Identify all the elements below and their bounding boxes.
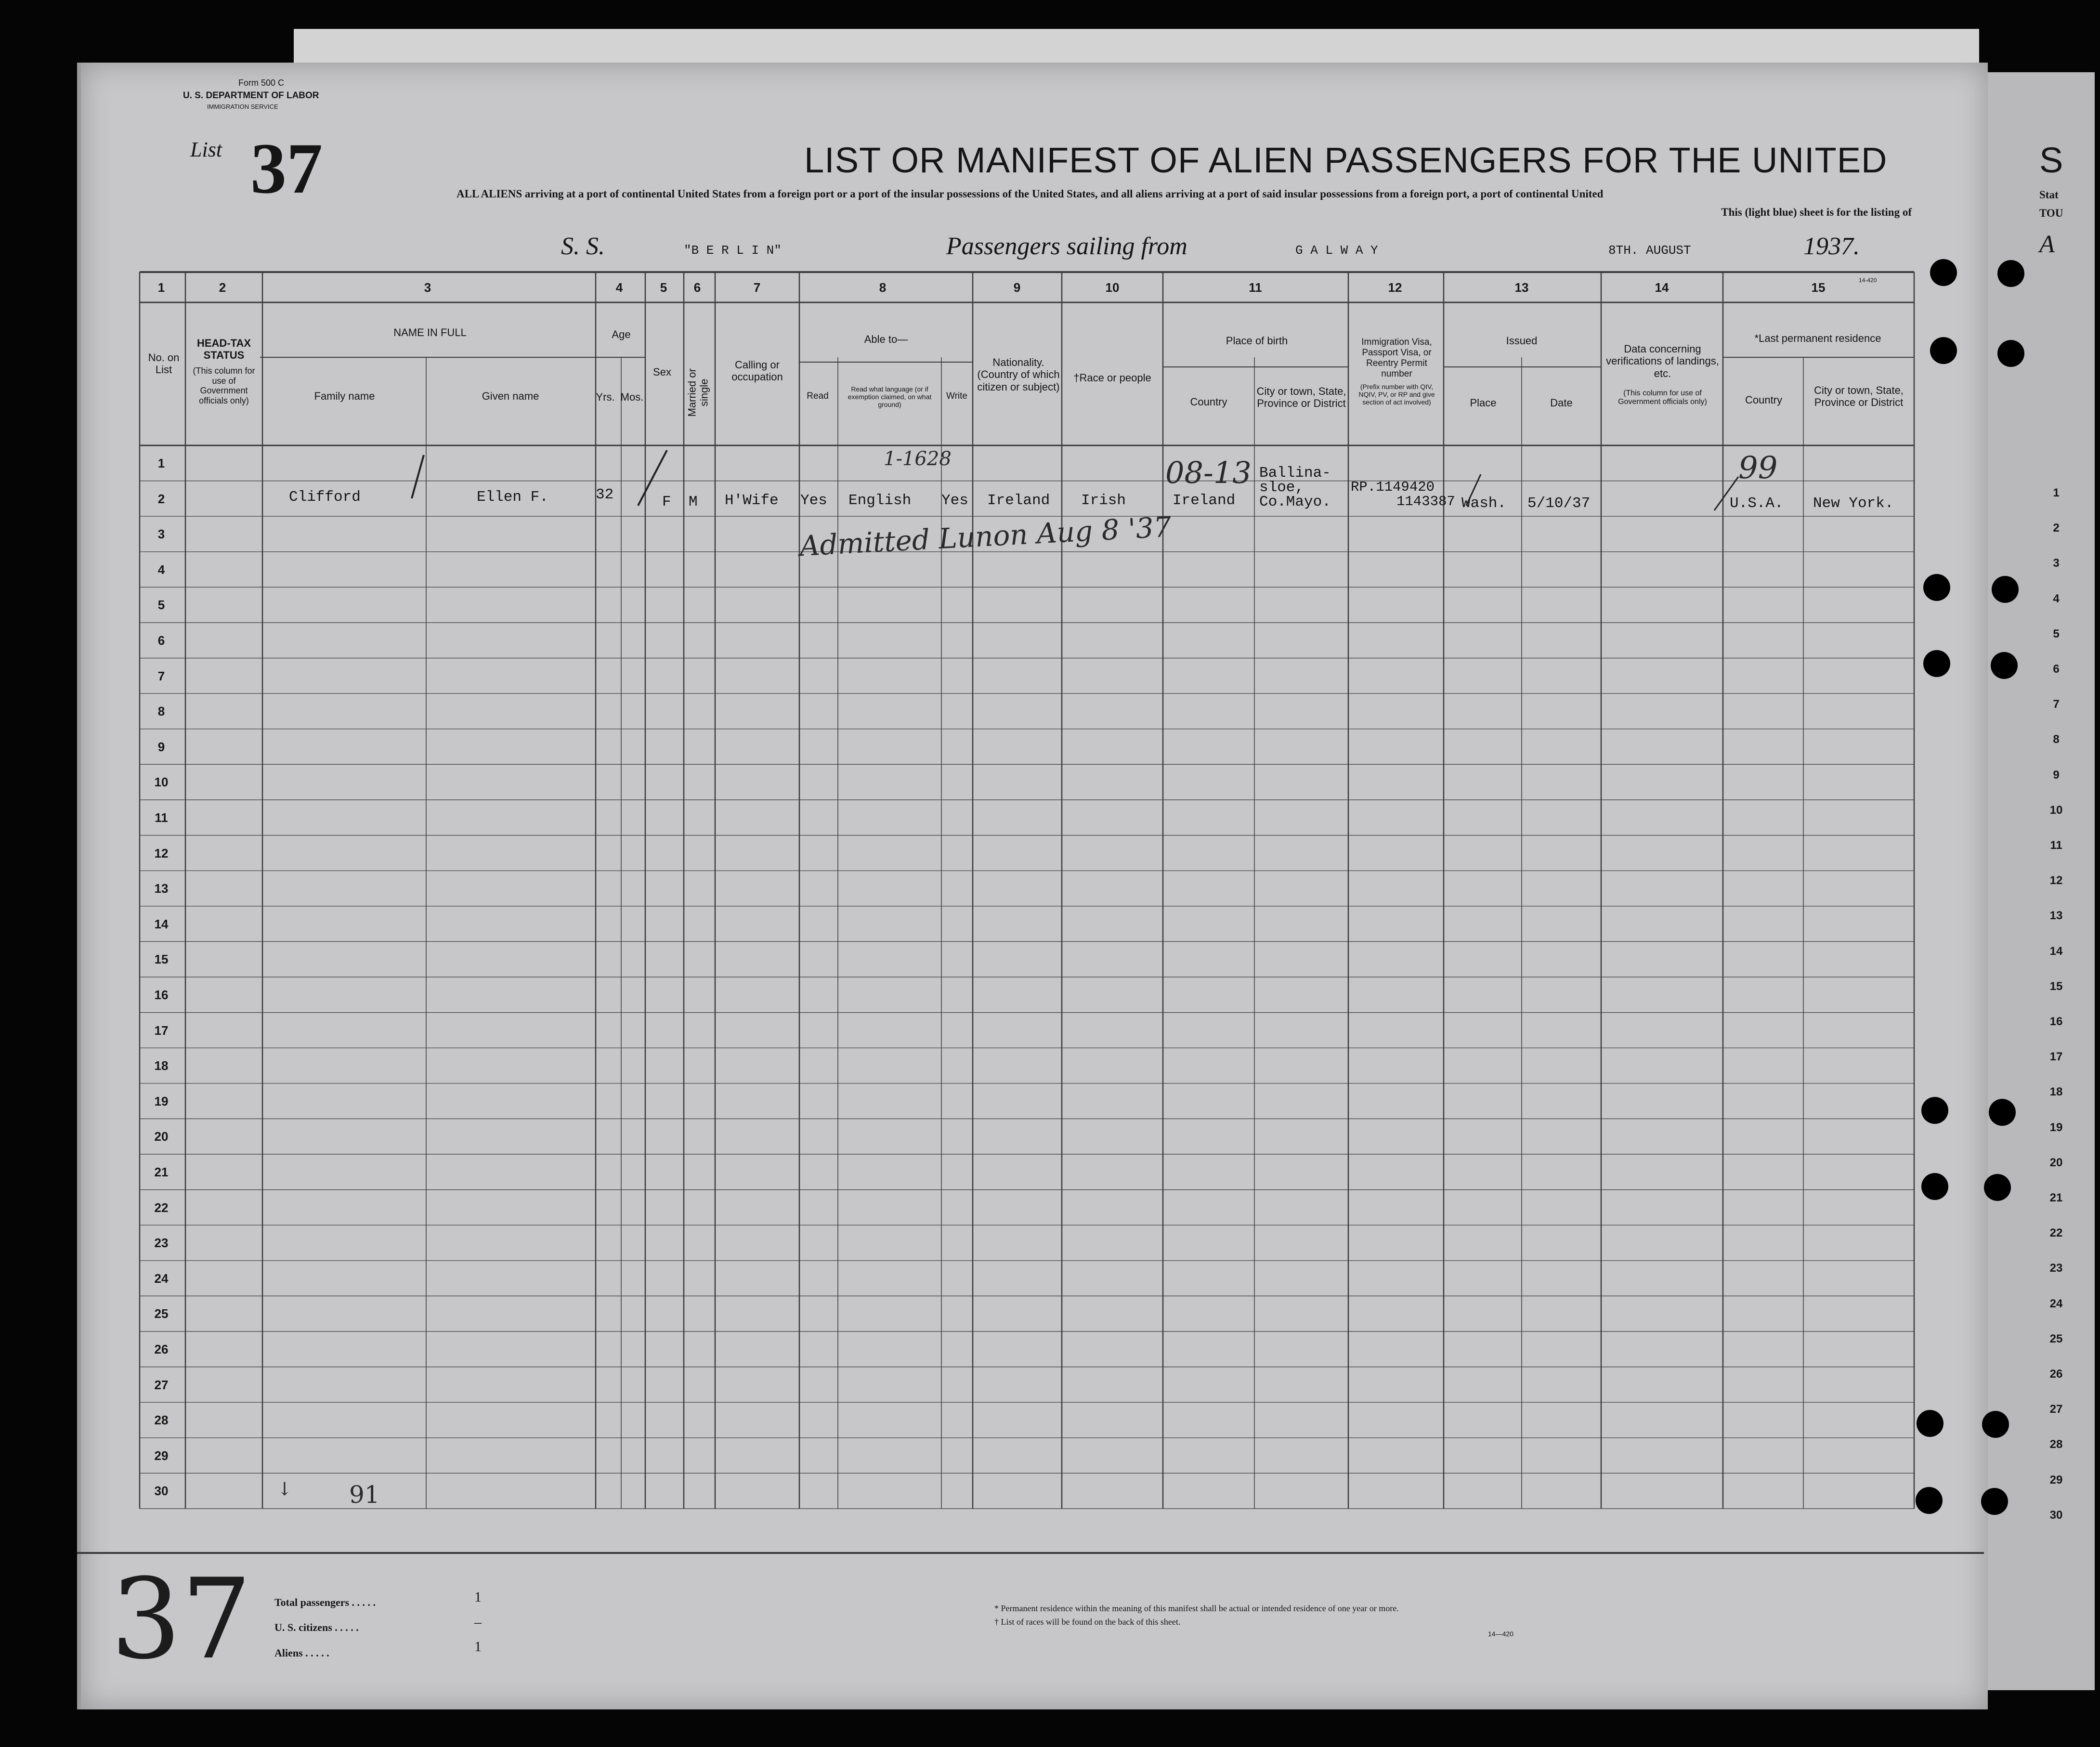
header-family-name: Family name xyxy=(314,390,375,402)
header-visa: Immigration Visa, Passport Visa, or Reentry Permit number xyxy=(1361,337,1432,379)
entry-occupation: H'Wife xyxy=(725,492,779,509)
next-page-row-number: 15 xyxy=(2049,979,2063,993)
total-passengers-label: Total passengers . . . . . xyxy=(274,1596,376,1608)
header-married: Married or single xyxy=(686,368,710,417)
department: U. S. DEPARTMENT OF LABOR xyxy=(183,91,319,101)
sailing-label: Passengers sailing from xyxy=(946,233,1187,260)
row-number: 9 xyxy=(157,739,165,754)
punch-hole xyxy=(1923,574,1950,601)
next-page-row-number: 21 xyxy=(2049,1191,2063,1204)
entry-language: English xyxy=(848,492,912,509)
row-number: 13 xyxy=(154,881,169,896)
punch-hole xyxy=(1916,1487,1943,1514)
punch-hole xyxy=(1997,260,2024,287)
next-page-row-number: 2 xyxy=(2053,521,2060,535)
column-number: 5 xyxy=(660,280,667,295)
column-number: 4 xyxy=(615,280,623,295)
entry-issued-place: Wash. xyxy=(1461,495,1507,512)
column-number: 7 xyxy=(753,280,761,295)
header-nationality: Nationality. (Country of which citizen or subject) xyxy=(977,356,1060,393)
service: IMMIGRATION SERVICE xyxy=(207,103,278,110)
row-number: 18 xyxy=(154,1058,169,1073)
punch-hole xyxy=(1930,337,1957,364)
next-page-title: S xyxy=(2039,140,2063,180)
row-number: 24 xyxy=(154,1271,169,1286)
punch-hole xyxy=(1923,650,1950,677)
next-page-row-number: 28 xyxy=(2049,1438,2063,1451)
header-birth-city: City or town, State, Province or District xyxy=(1256,385,1346,410)
row-number: 15 xyxy=(154,952,169,967)
ss-label: S. S. xyxy=(561,233,605,260)
row-number: 22 xyxy=(154,1200,169,1215)
row-number: 16 xyxy=(154,988,169,1002)
entry-given-name: Ellen F. xyxy=(477,489,548,506)
next-page-row-number: 18 xyxy=(2049,1085,2063,1099)
header-head-tax: HEAD-TAX STATUS xyxy=(196,337,251,362)
punch-hole xyxy=(1917,1410,1943,1437)
entry-nationality: Ireland xyxy=(987,492,1050,509)
next-page-row-number: 12 xyxy=(2049,874,2063,887)
row-number: 26 xyxy=(154,1342,169,1356)
header-visa-note: (Prefix number with QIV, NQIV, PV, or RP and give section of act involved) xyxy=(1358,383,1435,406)
column-number: 15 xyxy=(1811,280,1826,295)
next-page-line-1: Stat xyxy=(2039,189,2059,201)
header-place-of-birth: Place of birth xyxy=(1226,335,1288,347)
form-number: Form 500 C xyxy=(238,78,285,88)
header-age-mos: Mos. xyxy=(620,391,644,403)
row-number: 6 xyxy=(157,633,165,648)
entry-birth-country: Ireland xyxy=(1173,492,1236,509)
entry-birth-city-1: Ballina- xyxy=(1259,465,1331,482)
departure-port: G A L W A Y xyxy=(1295,243,1378,258)
next-page-row-number: 24 xyxy=(2049,1297,2063,1310)
row-number: 14 xyxy=(154,916,169,931)
header-head-tax-note: (This column for use of Government officials only) xyxy=(193,366,255,406)
hand-language-code: 1-1628 xyxy=(884,448,952,470)
punch-hole xyxy=(1989,1099,2016,1126)
row-number: 10 xyxy=(154,775,169,790)
punch-hole xyxy=(1930,259,1957,286)
header-race: †Race or people xyxy=(1073,372,1151,384)
next-page-row-number: 7 xyxy=(2053,698,2060,711)
next-page-row-number: 25 xyxy=(2049,1332,2063,1345)
header-residence-city: City or town, State, Province or District xyxy=(1814,384,1904,409)
entry-visa-1: RP.1149420 xyxy=(1351,479,1435,495)
column-number: 9 xyxy=(1013,280,1021,295)
footnote-races: † List of races will be found on the back of this sheet. xyxy=(994,1617,1181,1627)
header-read: Read xyxy=(807,391,829,401)
admission-signature: Admitted Lunon Aug 8 '37 xyxy=(798,510,1173,563)
row-number: 19 xyxy=(154,1094,169,1108)
header-read-language: Read what language (or if exemption claimed, on what ground) xyxy=(848,385,932,409)
row-number: 25 xyxy=(154,1306,169,1321)
next-page-row-number: 26 xyxy=(2049,1368,2063,1381)
column-number: 13 xyxy=(1514,280,1529,295)
header-issued-place: Place xyxy=(1470,397,1497,409)
punch-hole xyxy=(1982,1411,2009,1438)
next-page-line-3: A xyxy=(2039,231,2055,258)
departure-year: 1937. xyxy=(1803,233,1860,260)
intro-line-2: This (light blue) sheet is for the listing of xyxy=(1721,206,1912,218)
next-page-row-number: 22 xyxy=(2049,1226,2063,1240)
next-page-row-number: 11 xyxy=(2050,839,2062,852)
list-label: List xyxy=(190,138,222,161)
row-number: 29 xyxy=(154,1448,169,1463)
row-number: 21 xyxy=(154,1165,169,1179)
column-number: 11 xyxy=(1249,280,1262,295)
punch-hole xyxy=(1921,1097,1948,1124)
column-number: 12 xyxy=(1388,280,1402,295)
next-page-row-number: 3 xyxy=(2053,557,2060,570)
next-page-row-number: 6 xyxy=(2053,663,2060,676)
header-name-in-full: NAME IN FULL xyxy=(393,326,467,339)
header-given-name: Given name xyxy=(482,390,539,402)
tiny-code: 14-420 xyxy=(1859,277,1877,284)
entry-residence-city: New York. xyxy=(1813,495,1894,512)
next-page-row-number: 14 xyxy=(2049,944,2063,958)
footer-code: 14—420 xyxy=(1488,1630,1513,1638)
margin-mark: ↓ xyxy=(277,1478,292,1499)
column-number: 14 xyxy=(1655,280,1669,295)
next-page-row-number: 27 xyxy=(2049,1403,2063,1416)
next-page-row-number: 16 xyxy=(2049,1015,2063,1028)
punch-hole xyxy=(1997,340,2024,367)
header-age-yrs: Yrs. xyxy=(596,391,615,403)
ship-name: "B E R L I N" xyxy=(684,243,782,258)
next-page-row-number: 9 xyxy=(2053,768,2060,782)
row-number: 17 xyxy=(154,1023,169,1038)
punch-hole xyxy=(1991,652,2018,679)
list-number: 37 xyxy=(250,129,323,209)
row-number: 5 xyxy=(157,598,165,613)
hand-birth-code: 08-13 xyxy=(1165,455,1252,490)
entry-sex: F xyxy=(662,494,671,510)
departure-date: 8TH. AUGUST xyxy=(1608,243,1691,258)
entry-birth-city-3: Co.Mayo. xyxy=(1259,494,1331,510)
hand-residence-code: 99 xyxy=(1738,450,1778,486)
next-page-row-number: 29 xyxy=(2049,1473,2063,1486)
header-calling: Calling or occupation xyxy=(731,359,783,383)
entry-age-yrs: 32 xyxy=(596,486,614,503)
next-page-line-2: TOU xyxy=(2039,207,2063,219)
margin-number: 91 xyxy=(349,1481,380,1509)
us-citizens-label: U. S. citizens . . . . . xyxy=(274,1621,359,1633)
footnote-residence: * Permanent residence within the meaning of this manifest shall be actual or intended residence of one year or more. xyxy=(994,1604,1399,1613)
header-residence-country: Country xyxy=(1745,394,1783,406)
total-passengers-value: 1 xyxy=(474,1589,482,1605)
header-issued-date: Date xyxy=(1550,397,1573,409)
aliens-value: 1 xyxy=(474,1639,482,1655)
entry-issued-date: 5/10/37 xyxy=(1527,495,1591,512)
row-number: 30 xyxy=(154,1484,169,1499)
row-number: 11 xyxy=(155,810,168,825)
next-page-row-number: 17 xyxy=(2049,1050,2063,1064)
header-last-residence: *Last permanent residence xyxy=(1754,332,1881,344)
punch-hole xyxy=(1981,1488,2008,1515)
punch-hole xyxy=(1984,1174,2011,1201)
entry-write: Yes xyxy=(941,492,968,509)
header-write: Write xyxy=(946,391,967,401)
row-number: 27 xyxy=(154,1377,169,1392)
manifest-title: LIST OR MANIFEST OF ALIEN PASSENGERS FOR THE UNITED xyxy=(804,140,1888,180)
entry-residence-country: U.S.A. xyxy=(1730,495,1784,512)
next-page-row-number: 30 xyxy=(2049,1508,2063,1522)
aliens-label: Aliens . . . . . xyxy=(274,1647,329,1659)
row-number: 4 xyxy=(157,562,165,577)
row-number: 28 xyxy=(154,1413,169,1428)
row-number: 8 xyxy=(157,704,165,719)
column-number: 8 xyxy=(879,280,887,295)
column-number: 1 xyxy=(157,280,165,295)
next-page-row-number: 4 xyxy=(2053,592,2060,605)
next-page-row-number: 20 xyxy=(2049,1156,2063,1169)
column-number: 2 xyxy=(219,280,226,295)
row-number: 3 xyxy=(157,527,165,542)
next-page-row-number: 5 xyxy=(2053,627,2060,640)
header-birth-country: Country xyxy=(1190,396,1227,408)
next-page-row-number: 23 xyxy=(2049,1262,2063,1275)
left-list-number: 37 xyxy=(111,1555,252,1684)
column-number: 10 xyxy=(1105,280,1120,295)
next-page-row-number: 10 xyxy=(2049,803,2063,817)
row-number: 12 xyxy=(154,846,169,860)
entry-race: Irish xyxy=(1081,492,1126,509)
row-number: 1 xyxy=(157,456,165,470)
row-number: 20 xyxy=(154,1129,169,1144)
entry-family-name: Clifford xyxy=(289,489,361,506)
header-able-to: Able to— xyxy=(864,333,908,345)
column-number: 6 xyxy=(693,280,701,295)
next-page-row-number: 8 xyxy=(2053,733,2060,746)
header-data-note: (This column for use of Government officials only) xyxy=(1618,389,1707,406)
intro-line-1: ALL ALIENS arriving at a port of continental United States from a foreign port or a port of the insular possessions of the United States, and all aliens arriving at a port of said insular possessions from a foreign port, a port of continental United xyxy=(457,188,1604,200)
entry-visa-2: 1143387 xyxy=(1396,494,1455,509)
column-number: 3 xyxy=(424,280,431,295)
us-citizens-value: – xyxy=(474,1614,482,1630)
row-number: 7 xyxy=(157,668,165,683)
next-page-row-number: 19 xyxy=(2049,1121,2063,1134)
entry-married: M xyxy=(689,494,698,510)
header-data-concerning: Data concerning verifications of landings, etc. xyxy=(1606,343,1719,379)
entry-read: Yes xyxy=(800,492,827,509)
punch-hole xyxy=(1992,576,2019,603)
next-page-row-number: 1 xyxy=(2053,486,2060,499)
row-number: 23 xyxy=(154,1236,169,1251)
header-age: Age xyxy=(612,328,631,340)
row-number: 2 xyxy=(157,491,165,506)
header-sex: Sex xyxy=(653,366,671,378)
entry-birth-city-2: sloe, xyxy=(1259,479,1304,496)
punch-hole xyxy=(1921,1173,1948,1200)
next-page-row-number: 13 xyxy=(2049,909,2063,923)
header-no-on-list: No. on List xyxy=(148,352,180,376)
header-issued: Issued xyxy=(1506,335,1538,347)
